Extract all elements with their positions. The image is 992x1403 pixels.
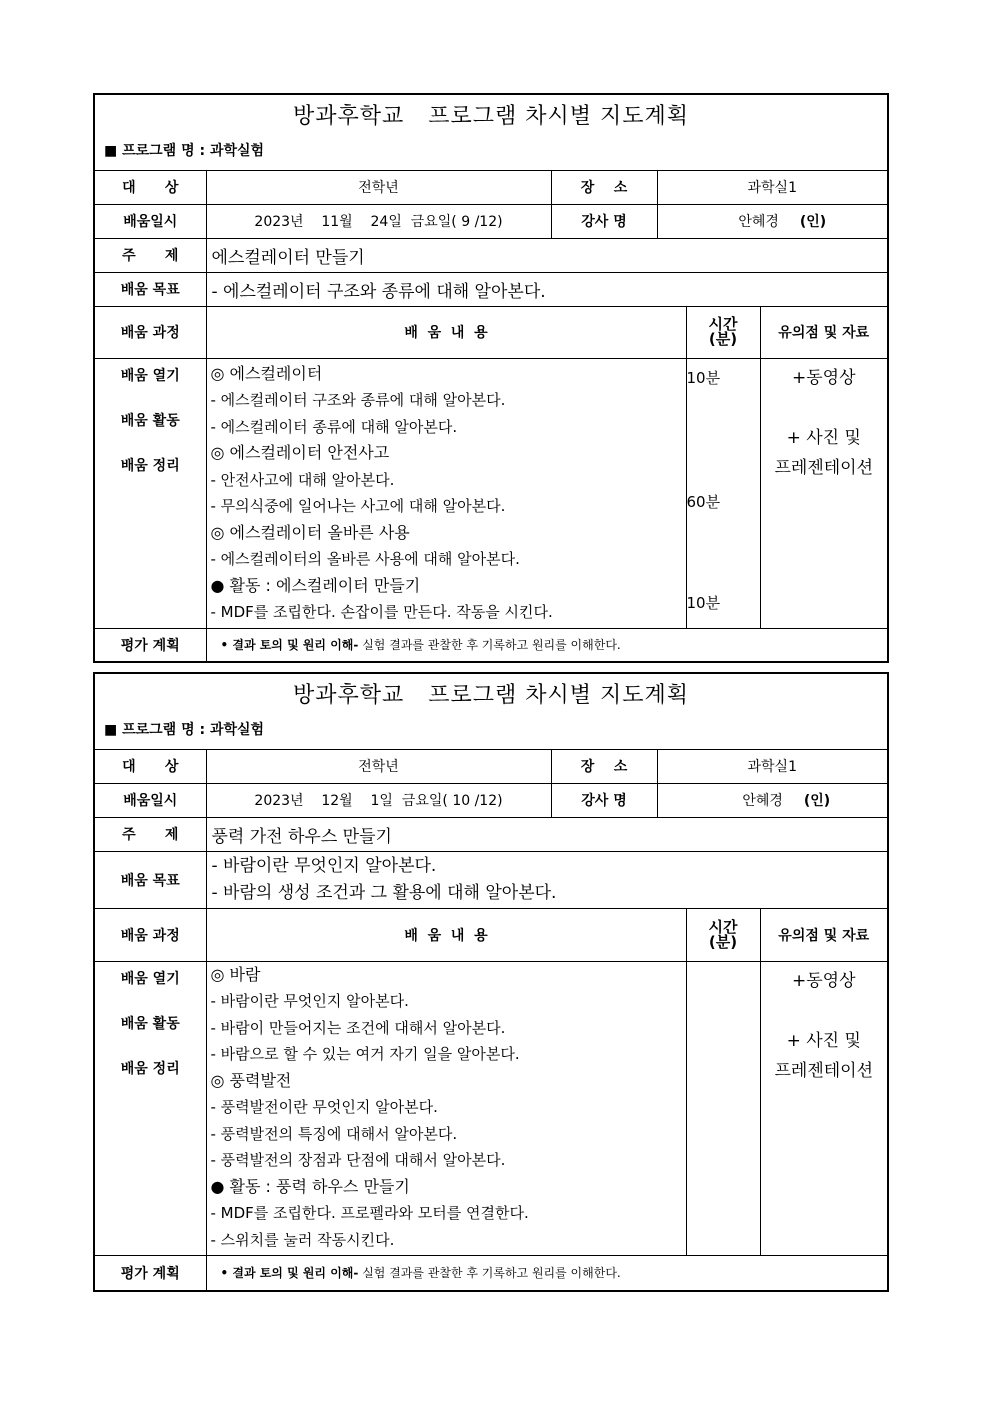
goal-line: - 바람이란 무엇인지 알아본다.: [211, 855, 437, 876]
target-value: 전학년: [206, 171, 551, 204]
step-open: 배움 열기: [120, 367, 180, 384]
content-line: - 에스컬레이터 구조와 종류에 대해 알아본다.: [210, 391, 506, 409]
time-list: [686, 358, 760, 628]
place-value: 과학실1: [657, 171, 887, 204]
material-item: +동영상: [791, 367, 856, 388]
program-name: ■ 프로그램 명 : 과학실험: [95, 139, 887, 171]
process-steps: [95, 961, 206, 1256]
content-line: - 스위치를 눌러 작동시킨다.: [210, 1230, 395, 1249]
eval-label: 평가 계획: [95, 1256, 206, 1290]
step-open: 배움 열기: [120, 970, 180, 987]
step-activity: 배움 활동: [120, 412, 180, 429]
target-value: 전학년: [206, 750, 551, 783]
eval-label: 평가 계획: [95, 628, 206, 661]
step-activity: 배움 활동: [120, 1015, 180, 1032]
lesson-plan-1: [93, 93, 889, 663]
date-value: 2023년 11월 24일 금요일( 9 /12): [206, 204, 551, 238]
step-wrapup: 배움 정리: [120, 1060, 180, 1077]
target-label: 대 상: [95, 750, 206, 783]
content-list: [206, 358, 686, 628]
time-label: 시간 (분): [686, 908, 760, 961]
process-steps: [95, 358, 206, 628]
content-label: 배 움 내 용: [206, 306, 686, 358]
content-line: ◎ 에스컬레이터: [210, 363, 323, 383]
plan-table: [95, 750, 887, 1290]
notes-label: 유의점 및 자료: [760, 306, 887, 358]
topic-value: 풍력 가전 하우스 만들기: [206, 817, 887, 851]
content-line: - 에스컬레이터 종류에 대해 알아본다.: [210, 417, 458, 436]
content-line: - 바람이 만들어지는 조건에 대해서 알아본다.: [210, 1018, 506, 1037]
process-label: 배움 과정: [95, 306, 206, 358]
content-line: - MDF를 조립한다. 프로펠라와 모터를 연결한다.: [210, 1204, 529, 1222]
goal-value: [206, 851, 887, 908]
notes-label: 유의점 및 자료: [760, 908, 887, 961]
place-label: 장 소: [551, 171, 657, 204]
place-value: 과학실1: [657, 750, 887, 783]
lesson-plan-2: [93, 672, 889, 1292]
goal-line: - 바람의 생성 조건과 그 활용에 대해 알아본다.: [211, 882, 557, 903]
content-line: - 풍력발전의 특징에 대해서 알아본다.: [210, 1124, 458, 1143]
material-item: + 사진 및: [786, 1030, 861, 1051]
content-line: ◎ 풍력발전: [210, 1070, 292, 1090]
date-value: 2023년 12월 1일 금요일( 10 /12): [206, 783, 551, 817]
content-line: - 안전사고에 대해 알아본다.: [210, 470, 395, 489]
teacher-label: 강사 명: [551, 204, 657, 238]
eval-bold: • 결과 토의 및 원리 이해-: [220, 638, 359, 653]
plan-title: 방과후학교 프로그램 차시별 지도계획: [293, 104, 689, 129]
content-list: [206, 961, 686, 1256]
seal-mark: (인): [803, 793, 831, 809]
teacher-name: 안혜경: [738, 214, 779, 230]
content-line: ◎ 에스컬레이터 안전사고: [210, 443, 390, 462]
materials-list: [760, 961, 887, 1256]
step-wrapup: 배움 정리: [120, 457, 180, 474]
content-label: 배 움 내 용: [206, 908, 686, 961]
time-list: [686, 961, 760, 1256]
teacher-cell: [657, 783, 887, 817]
place-label: 장 소: [551, 750, 657, 783]
seal-mark: (인): [799, 214, 827, 230]
eval-value: [206, 1256, 887, 1290]
content-line: - 풍력발전이란 무엇인지 알아본다.: [210, 1098, 438, 1116]
material-item: 프레젠테이션: [774, 457, 874, 478]
date-label: 배움일시: [95, 783, 206, 817]
content-line: - 풍력발전의 장점과 단점에 대해서 알아본다.: [210, 1151, 506, 1169]
goal-label: 배움 목표: [95, 851, 206, 908]
content-line: - 바람으로 할 수 있는 여거 자기 일을 알아본다.: [210, 1045, 520, 1063]
program-name: ■ 프로그램 명 : 과학실험: [95, 718, 887, 750]
eval-bold: • 결과 토의 및 원리 이해-: [220, 1266, 359, 1281]
teacher-name: 안혜경: [742, 793, 783, 809]
time-value: 10분: [686, 593, 721, 612]
eval-text: 실험 결과를 관찰한 후 기록하고 원리를 이해한다.: [358, 1266, 621, 1281]
content-line: ◎ 바람: [210, 964, 261, 984]
goal-value: - 에스컬레이터 구조와 종류에 대해 알아본다.: [206, 272, 887, 306]
topic-label: 주 제: [95, 238, 206, 272]
time-label: 시간 (분): [686, 306, 760, 358]
goal-label: 배움 목표: [95, 272, 206, 306]
teacher-cell: [657, 204, 887, 238]
process-label: 배움 과정: [95, 908, 206, 961]
topic-label: 주 제: [95, 817, 206, 851]
material-item: 프레젠테이션: [774, 1060, 874, 1081]
time-value: 60분: [686, 492, 721, 511]
material-item: +동영상: [791, 970, 856, 991]
plan-table: [95, 171, 887, 661]
teacher-label: 강사 명: [551, 783, 657, 817]
content-line: - 바람이란 무엇인지 알아본다.: [210, 992, 409, 1010]
topic-value: 에스컬레이터 만들기: [206, 238, 887, 272]
content-line: ● 활동 : 에스컬레이터 만들기: [210, 575, 421, 595]
target-label: 대 상: [95, 171, 206, 204]
materials-list: [760, 358, 887, 628]
material-item: + 사진 및: [786, 427, 861, 448]
date-label: 배움일시: [95, 204, 206, 238]
eval-text: 실험 결과를 관찰한 후 기록하고 원리를 이해한다.: [358, 638, 621, 653]
content-line: ● 활동 : 풍력 하우스 만들기: [210, 1176, 410, 1196]
time-value: 10분: [686, 368, 721, 387]
content-line: ◎ 에스컬레이터 올바른 사용: [210, 522, 410, 542]
content-line: - 에스컬레이터의 올바른 사용에 대해 알아본다.: [210, 550, 520, 568]
content-line: - MDF를 조립한다. 손잡이를 만든다. 작동을 시킨다.: [210, 603, 553, 621]
eval-value: [206, 628, 887, 661]
plan-title: 방과후학교 프로그램 차시별 지도계획: [293, 683, 689, 708]
content-line: - 무의식중에 일어나는 사고에 대해 알아본다.: [210, 497, 506, 515]
